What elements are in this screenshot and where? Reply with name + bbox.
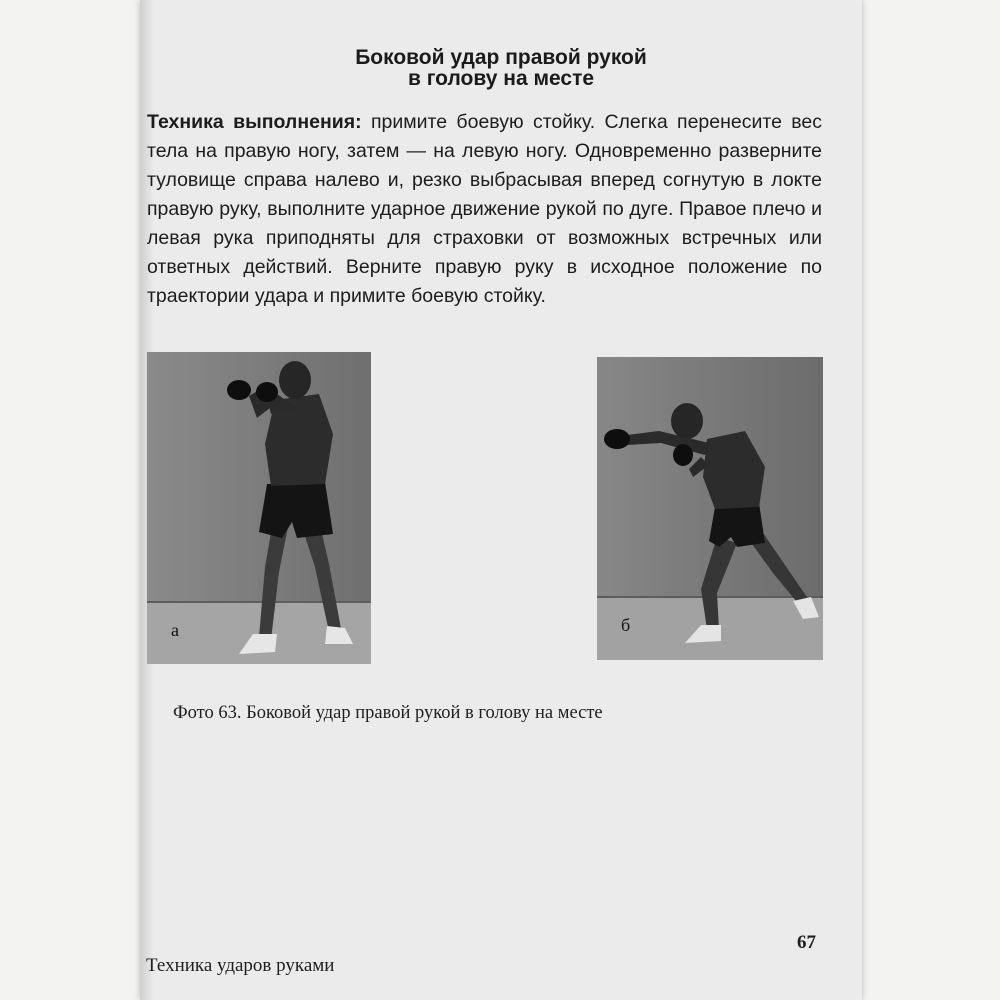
photo-a-guard-stance [147, 352, 371, 664]
book-page [140, 0, 862, 1000]
fighter-stance-illustration [147, 352, 371, 664]
photo-b-letter: б [621, 615, 631, 635]
running-footer-section-title: Техника ударов руками [146, 955, 335, 976]
photo-b-right-hook [597, 357, 823, 660]
photo-caption: Фото 63. Боковой удар правой рукой в голову на месте [173, 703, 603, 723]
section-heading-line-1: Боковой удар правой рукой [355, 46, 647, 69]
section-heading-line-2: в голову на месте [407, 67, 595, 90]
technique-description: примите боевую стойку. Слегка перенесите вес тела на правую ногу, затем — на левую ногу. Одновременно разверните туловище справа налево и, резко выбрасывая вперед согнутую в локте правую руку, выполните ударное движение рукой по дуге. Правое плечо и левая рука приподняты для страховки от возможных встречных или ответных действий. Верните правую руку в исходное положение по траектории удара и примите боевую стойку. [147, 111, 823, 307]
fighter-punch-illustration [597, 357, 823, 660]
body-paragraph [147, 108, 822, 311]
page-number: 67 [797, 932, 816, 953]
technique-label: Техника выполнения: [147, 111, 362, 133]
photo-a-letter: а [171, 620, 179, 640]
